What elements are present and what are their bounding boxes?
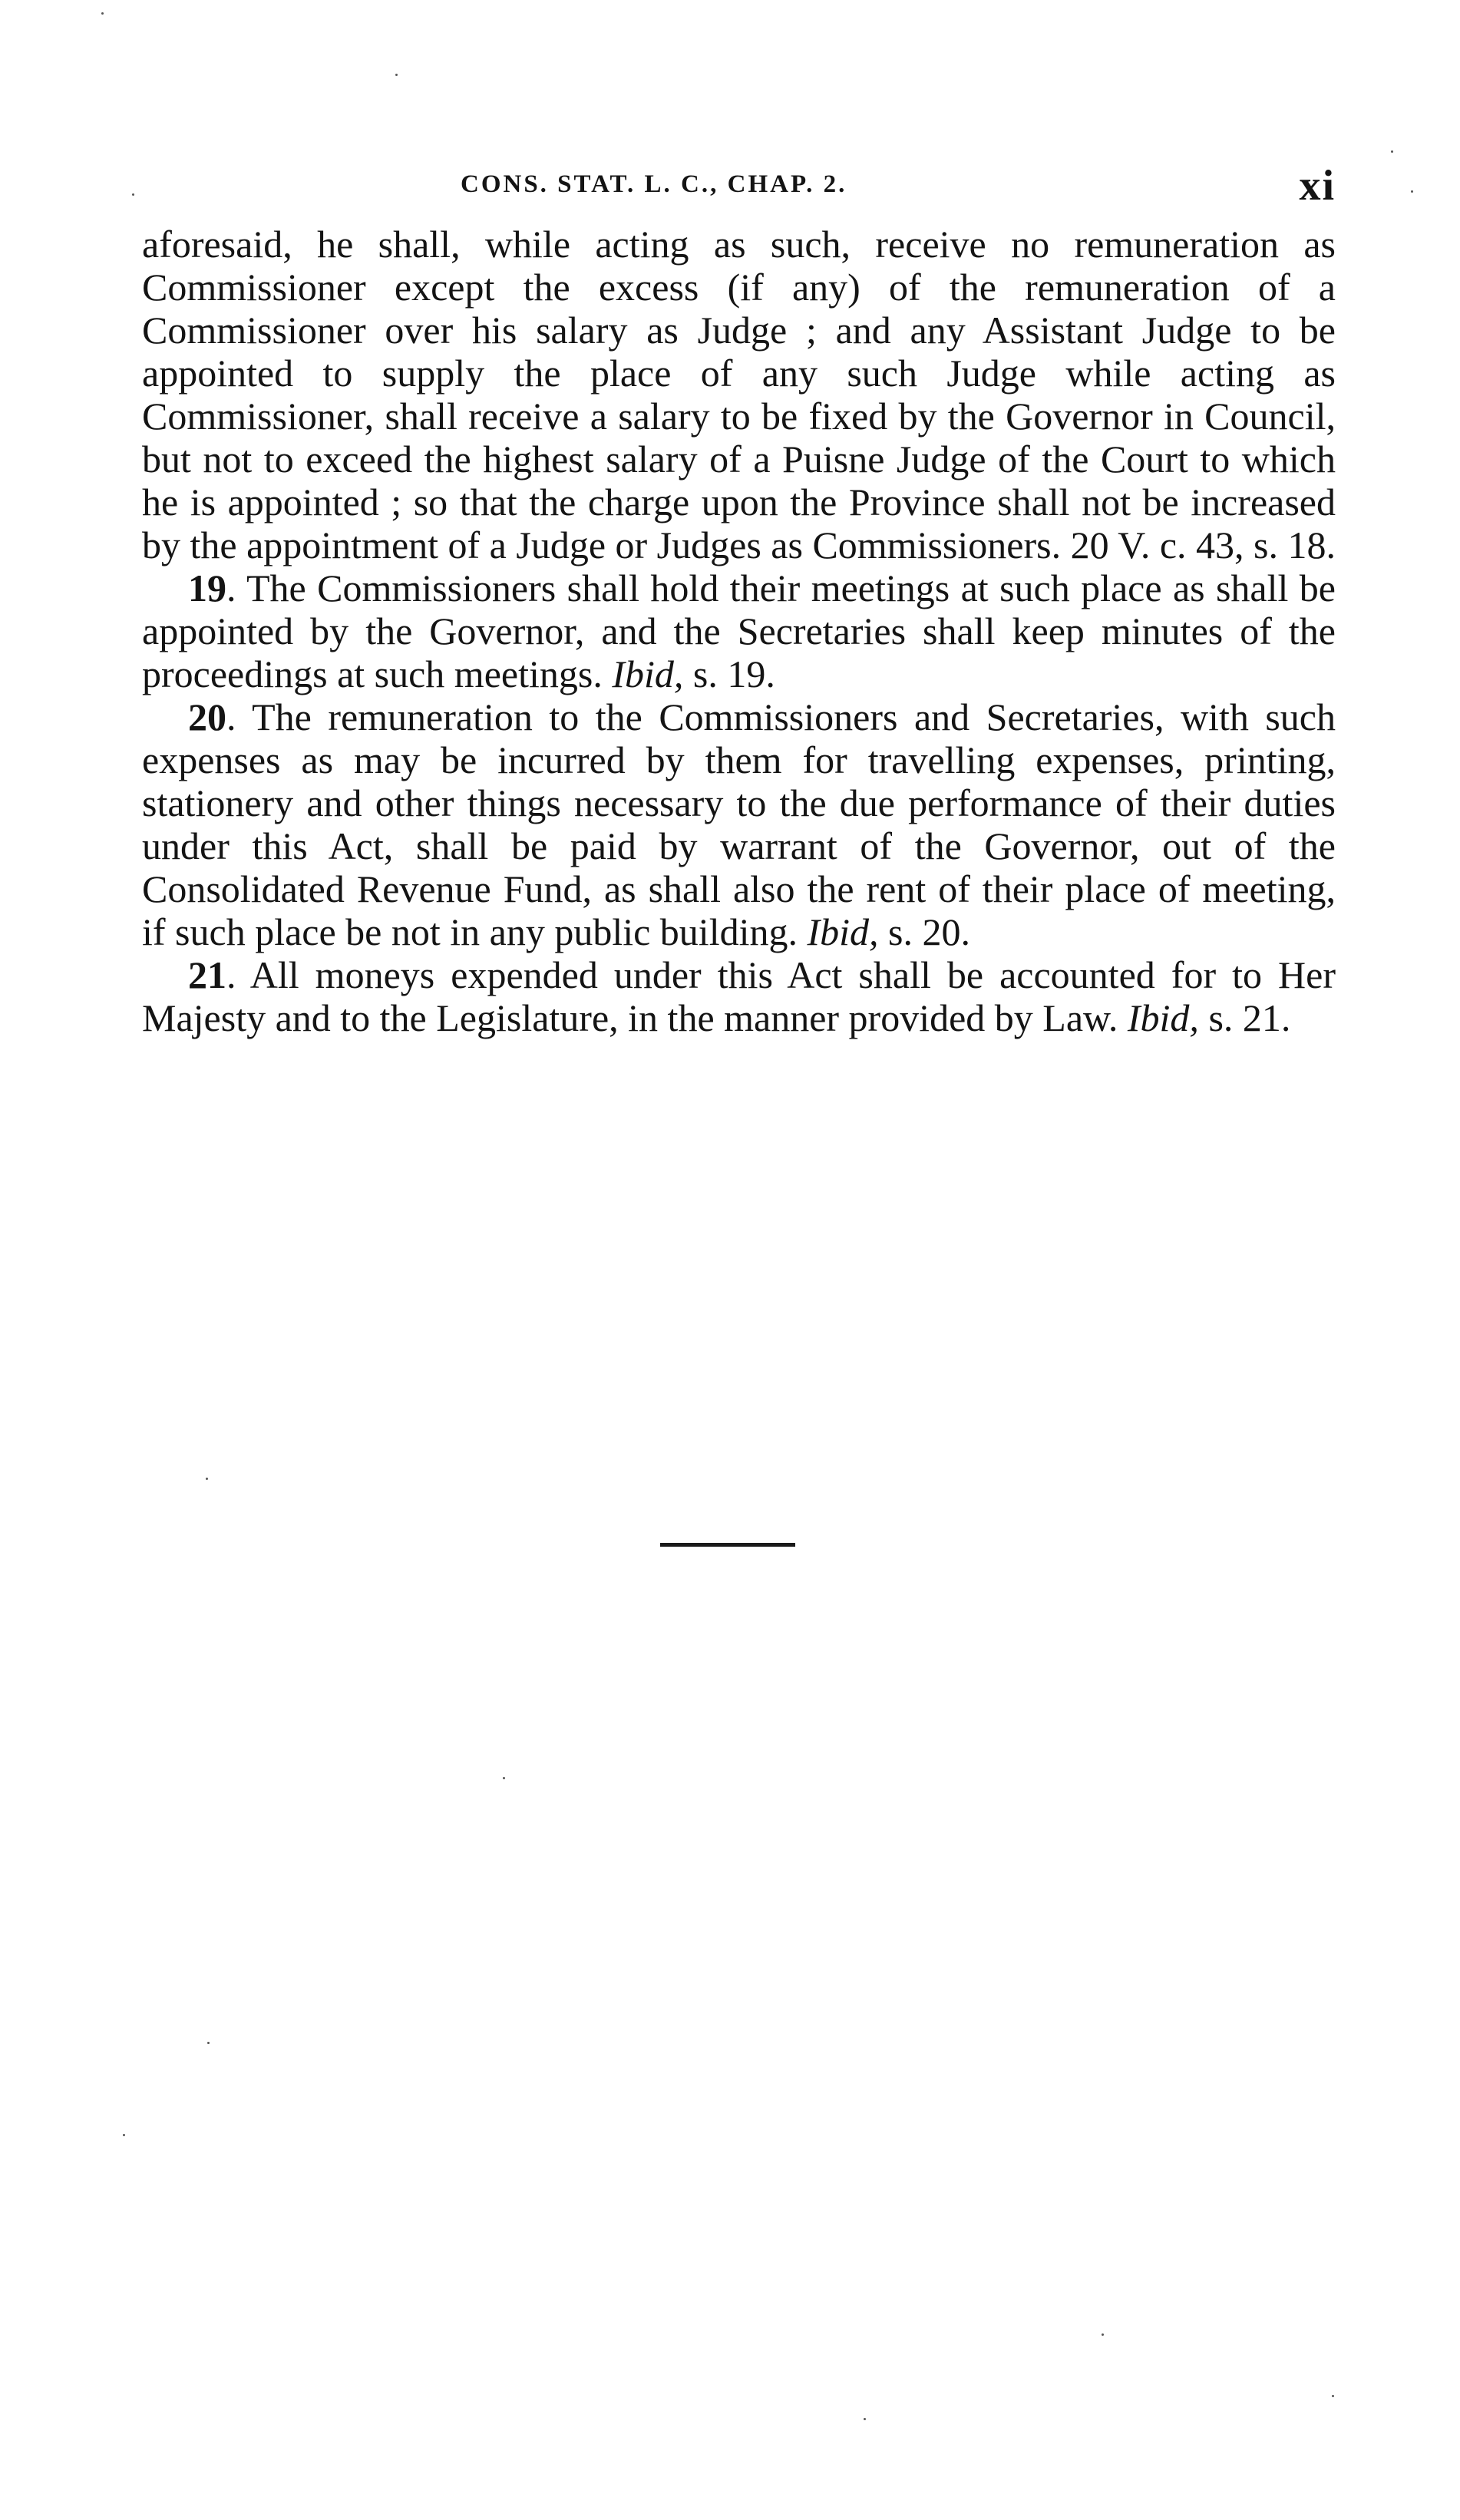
scan-speck — [1411, 190, 1413, 193]
section-citation: Ibid, — [1127, 996, 1199, 1039]
section-text: All moneys expended under this Act shall be accounted for to Her Majesty and to the Legislature, in the manner provided by Law. — [142, 953, 1336, 1039]
scan-speck — [503, 1777, 505, 1779]
body-text — [142, 223, 1336, 1039]
section-20: 20. The remuneration to the Commissioners and Secretaries, with such expenses as may be incurred by them for travelling expenses, printing, stationery and other things necessary to the due performance of their duties under this Act, shall be paid by warrant of the Governor, out of the Consolidated Revenue Fund, as shall also the rent of their place of meeting, if such place be not in any public building. Ibid, s. 20. — [142, 695, 1336, 953]
scan-speck — [132, 193, 134, 196]
scan-speck — [206, 1478, 208, 1480]
section-text: The Commissioners shall hold their meetings at such place as shall be appointed by the Governor, and the Secretaries shall keep minutes of the proceedings at such meetings. — [142, 566, 1336, 695]
page-number: xi — [1299, 162, 1336, 210]
section-number: 21 — [188, 953, 226, 996]
section-citation: Ibid, — [612, 652, 684, 695]
running-head — [138, 161, 1336, 215]
scan-speck — [1102, 2333, 1104, 2336]
scan-speck — [864, 2418, 866, 2420]
closing-rule — [660, 1543, 795, 1547]
scan-speck — [123, 2134, 125, 2136]
running-title: CONS. STAT. L. C., CHAP. 2. — [461, 170, 847, 198]
continued-paragraph: aforesaid, he shall, while acting as such, receive no remuneration as Commissioner except the excess (if any) of the remuneration of a Commissioner over his salary as Judge ; and any Assistant Judge to be appointed to supply the place of any such Judge while acting as Commissioner, shall receive a salary to be fixed by the Governor in Council, but not to exceed the highest salary of a Puisne Judge of the Court to which he is appointed ; so that the charge upon the Province shall not be increased by the appointment of a Judge or Judges as Commissioners. 20 V. c. 43, s. 18. — [142, 223, 1336, 566]
scan-speck — [395, 74, 398, 76]
section-text: The remuneration to the Commissioners and Secretaries, with such expenses as may be incurred by them for travelling expenses, printing, stationery and other things necessary to the due performance of their duties under this Act, shall be paid by warrant of the Governor, out of the Consolidated Revenue Fund, as shall also the rent of their place of meeting, if such place be not in any public building. — [142, 695, 1336, 953]
scan-speck — [1332, 2395, 1334, 2397]
section-number: 20 — [188, 695, 226, 738]
section-citation: Ibid, — [807, 910, 879, 953]
section-citation-suffix: s. 20. — [888, 910, 970, 953]
scan-speck — [207, 2042, 210, 2044]
scan-speck — [1391, 150, 1393, 153]
section-19: 19. The Commissioners shall hold their meetings at such place as shall be appointed by the Governor, and the Secretaries shall keep minutes of the proceedings at such meetings. Ibid, s. 19. — [142, 566, 1336, 695]
scan-speck — [101, 12, 104, 15]
section-citation-suffix: s. 21. — [1208, 996, 1291, 1039]
section-number: 19 — [188, 566, 226, 609]
section-21: 21. All moneys expended under this Act shall be accounted for to Her Majesty and to the Legislature, in the manner provided by Law. Ibid, s. 21. — [142, 953, 1336, 1039]
section-citation-suffix: s. 19. — [692, 652, 775, 695]
